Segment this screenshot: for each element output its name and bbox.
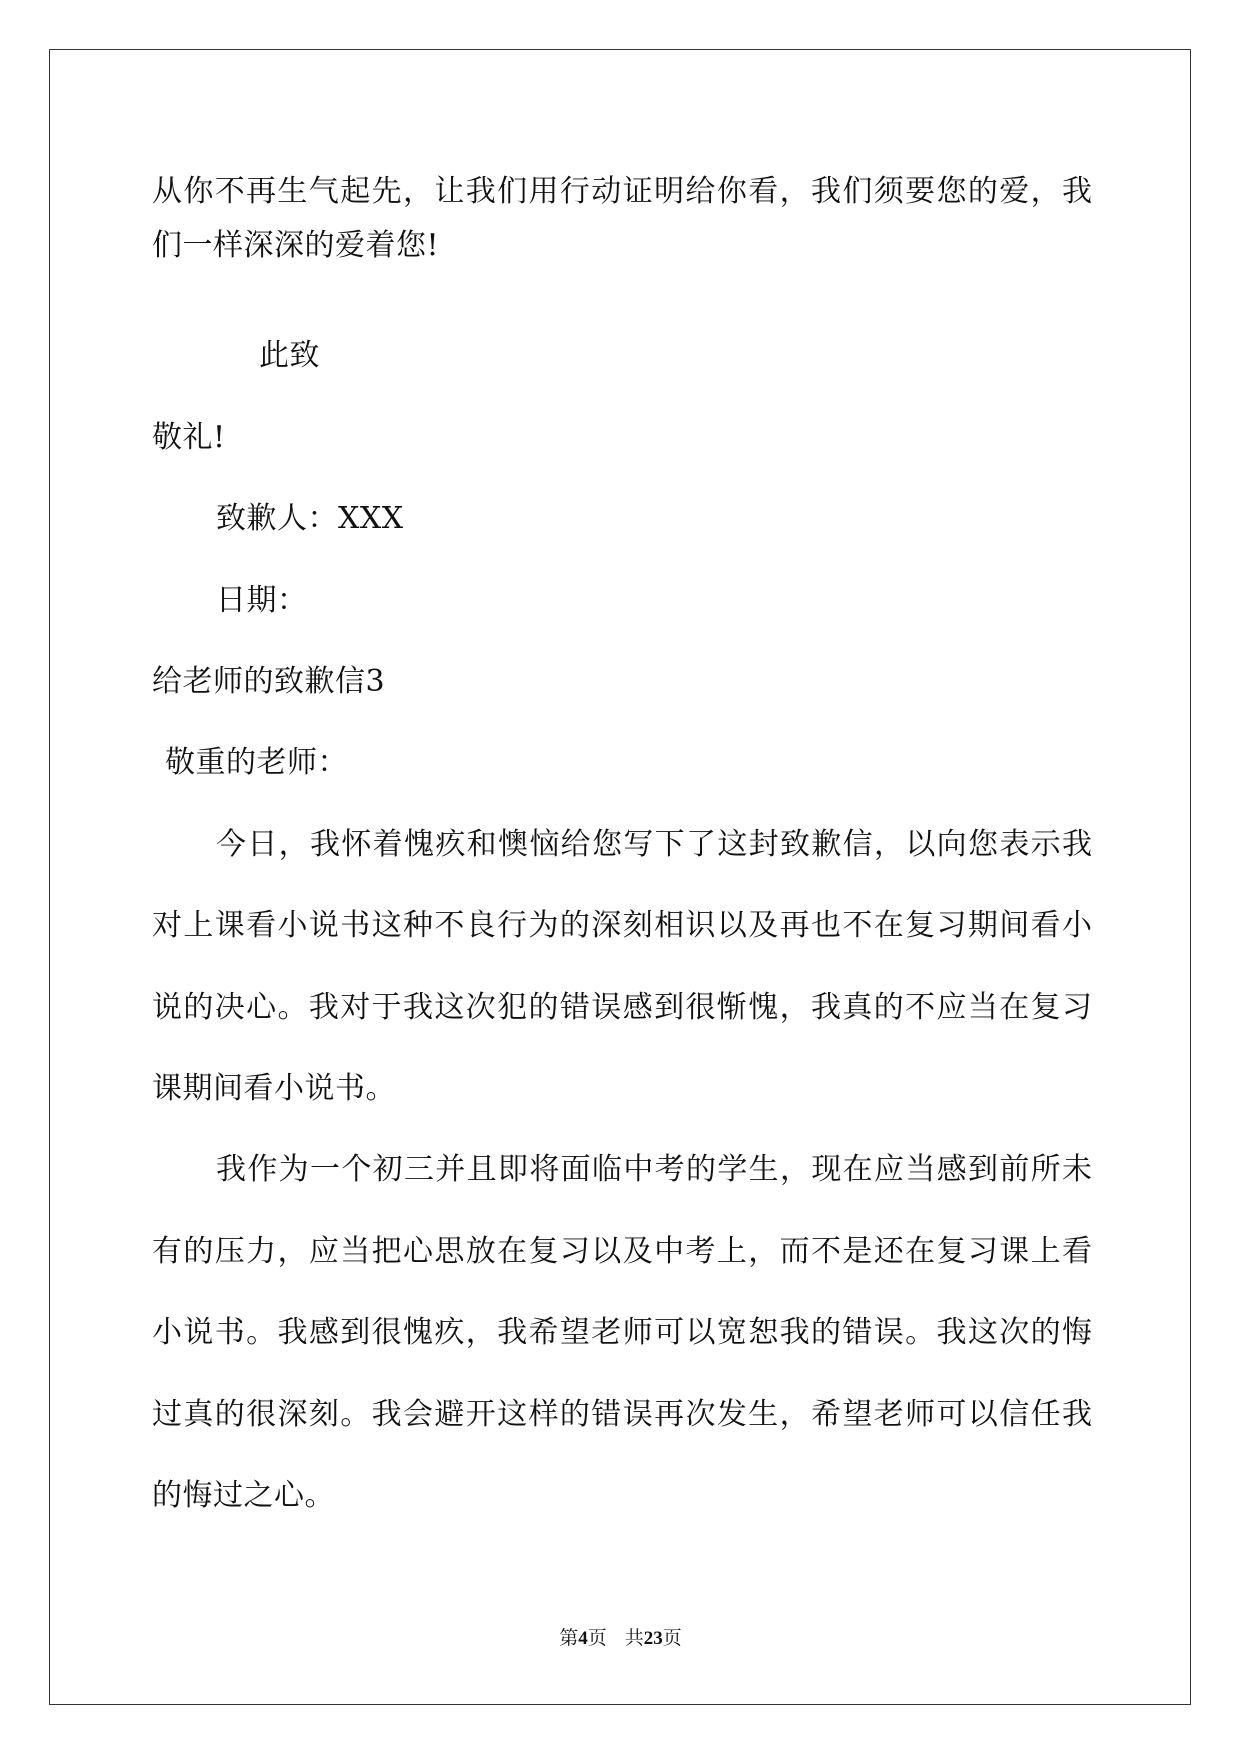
- total-page-count: 23: [643, 1628, 663, 1649]
- paragraph-2-line-4: 过真的很深刻。我会避开这样的错误再次发生，希望老师可以信任我: [152, 1397, 1092, 1432]
- letter-title: 给老师的致歉信3: [152, 664, 386, 699]
- paragraph-2-line-5: 的悔过之心。: [152, 1478, 335, 1513]
- paragraph-1-line-3: 说的决心。我对于我这次犯的错误感到很惭愧，我真的不应当在复习: [152, 990, 1092, 1025]
- paragraph-1-line-1: 今日，我怀着愧疚和懊恼给您写下了这封致歉信，以向您表示我: [216, 827, 1092, 862]
- body-line-1: 从你不再生气起先，让我们用行动证明给你看，我们须要您的爱，我: [152, 174, 1092, 209]
- page-footer: [0, 1627, 1241, 1651]
- body-line-2: 们一样深深的爱着您!: [152, 228, 440, 263]
- page-suffix: 页: [587, 1628, 607, 1649]
- signature-date: 日期：: [216, 583, 308, 618]
- current-page-number: 4: [578, 1628, 588, 1649]
- salutation-closing: 敬礼!: [152, 420, 226, 455]
- paragraph-2-line-1: 我作为一个初三并且即将面临中考的学生，现在应当感到前所未: [216, 1152, 1092, 1187]
- paragraph-1-line-2: 对上课看小说书这种不良行为的深刻相识以及再也不在复习期间看小: [152, 908, 1092, 943]
- signature-name: 致歉人：XXX: [216, 501, 404, 536]
- page-prefix: 第: [559, 1628, 579, 1649]
- page-border: [49, 49, 1191, 1705]
- paragraph-1-line-4: 课期间看小说书。: [152, 1071, 396, 1106]
- letter-greeting: 敬重的老师：: [165, 745, 348, 780]
- total-suffix: 页: [662, 1628, 682, 1649]
- paragraph-2-line-2: 有的压力，应当把心思放在复习以及中考上，而不是还在复习课上看: [152, 1234, 1092, 1269]
- total-prefix: 共: [624, 1628, 644, 1649]
- paragraph-2-line-3: 小说书。我感到很愧疚，我希望老师可以宽恕我的错误。我这次的悔: [152, 1315, 1092, 1350]
- closing-phrase: 此致: [259, 338, 320, 373]
